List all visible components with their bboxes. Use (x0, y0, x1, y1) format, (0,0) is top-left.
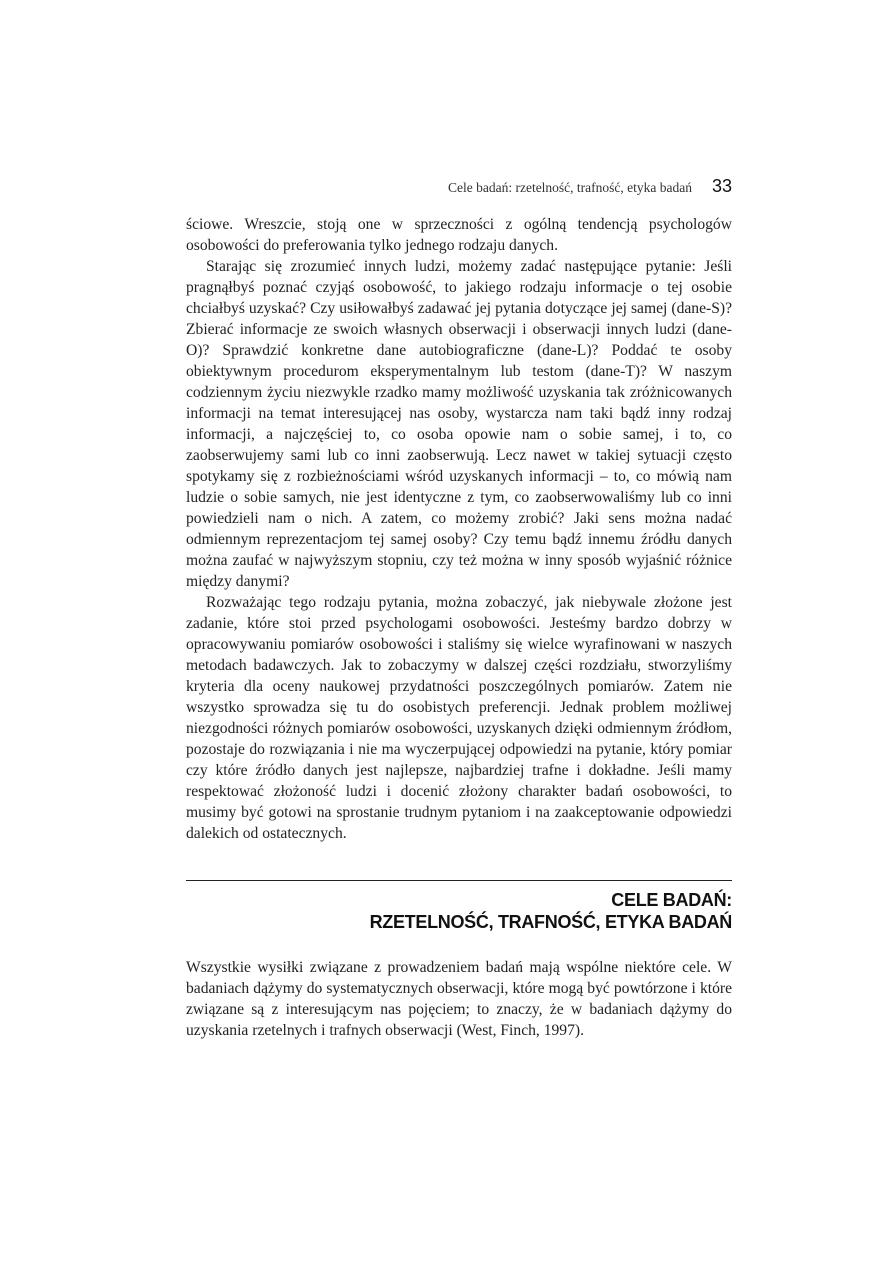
section-divider (186, 880, 732, 881)
body-text (186, 214, 732, 844)
section-heading-line-2: RZETELNOŚĆ, TRAFNOŚĆ, ETYKA BADAŃ (369, 912, 732, 932)
paragraph-questions: Starając się zrozumieć innych ludzi, możemy zadać następujące pytanie: Jeśli pragnąłbyś poznać czyjąś osobowość, to jakiego rodzaju informacje o tej osobie chciałbyś uzyskać? Czy usiłowałbyś zadawać jej pytania dotyczące jej samej (dane-S)? Zbierać informacje ze swoich własnych obserwacji i obserwacji innych ludzi (dane-O)? Sprawdzić konkretne dane autobiograficzne (dane-L)? Poddać te osoby obiektywnym procedurom eksperymentalnym lub testom (dane-T)? W naszym codziennym życiu niezwykle rzadko mamy możliwość uzyskania tak zróżnicowanych informacji na temat interesującej nas osoby, wystarcza nam taki bądź inny rodzaj informacji, a najczęściej to, co osoba opowie nam o sobie samej, i to, co zaobserwujemy sami lub co inni zaobserwują. Lecz nawet w takiej sytuacji często spotykamy się z rozbieżnościami wśród uzyskanych informacji – to, co mówią nam ludzie o sobie samych, nie jest identyczne z tym, co zaobserwowaliśmy lub co inni powiedzieli nam o nich. A zatem, co możemy zrobić? Jaki sens można nadać odmiennym reprezentacjom tej samej osoby? Czy temu bądź innemu źródłu danych można zaufać w najwyższym stopniu, czy też można w inny sposób wyjaśnić różnice między danymi? (186, 258, 732, 590)
section-paragraph: Wszystkie wysiłki związane z prowadzeniem badań mają wspólne niektóre cele. W badaniach dążymy do systematycznych obserwacji, które mogą być powtórzone i które związane są z interesującym nas pojęciem; to znaczy, że w badaniach dążymy do uzyskania rzetelnych i trafnych obserwacji (West, Finch, 1997). (186, 959, 732, 1039)
running-head-title: Cele badań: rzetelność, trafność, etyka badań (447, 180, 692, 195)
paragraph-continuation: ściowe. Wreszcie, stoją one w sprzeczności z ogólną tendencją psychologów osobowości do preferowania tylko jednego rodzaju danych. (186, 216, 732, 254)
section-heading-line-1: CELE BADAŃ: (611, 890, 732, 910)
page-number: 33 (711, 176, 732, 196)
section-text (186, 957, 732, 1041)
running-head (186, 176, 732, 204)
paragraph-complexity: Rozważając tego rodzaju pytania, można zobaczyć, jak niebywale złożone jest zadanie, które stoi przed psychologami osobowości. Jesteśmy bardzo dobrzy w opracowywaniu pomiarów osobowości i staliśmy się wielce wyrafinowani w naszych metodach badawczych. Jak to zobaczymy w dalszej części rozdziału, stworzyliśmy kryteria dla oceny naukowej przydatności poszczególnych pomiarów. Zatem nie wszystko sprowadza się tu do osobistych preferencji. Jednak problem możliwej niezgodności różnych pomiarów osobowości, uzyskanych dzięki odmiennym źródłom, pozostaje do rozwiązania i nie ma wyczerpującej odpowiedzi na pytanie, który pomiar czy które źródło danych jest najlepsze, najbardziej trafne i dokładne. Jeśli mamy respektować złożoność ludzi i docenić złożony charakter badań osobowości, to musimy być gotowi na sprostanie trudnym pytaniom i na zaakceptowanie odpowiedzi dalekich od ostatecznych. (186, 594, 732, 842)
section-heading (186, 889, 732, 933)
book-page (186, 176, 732, 1041)
